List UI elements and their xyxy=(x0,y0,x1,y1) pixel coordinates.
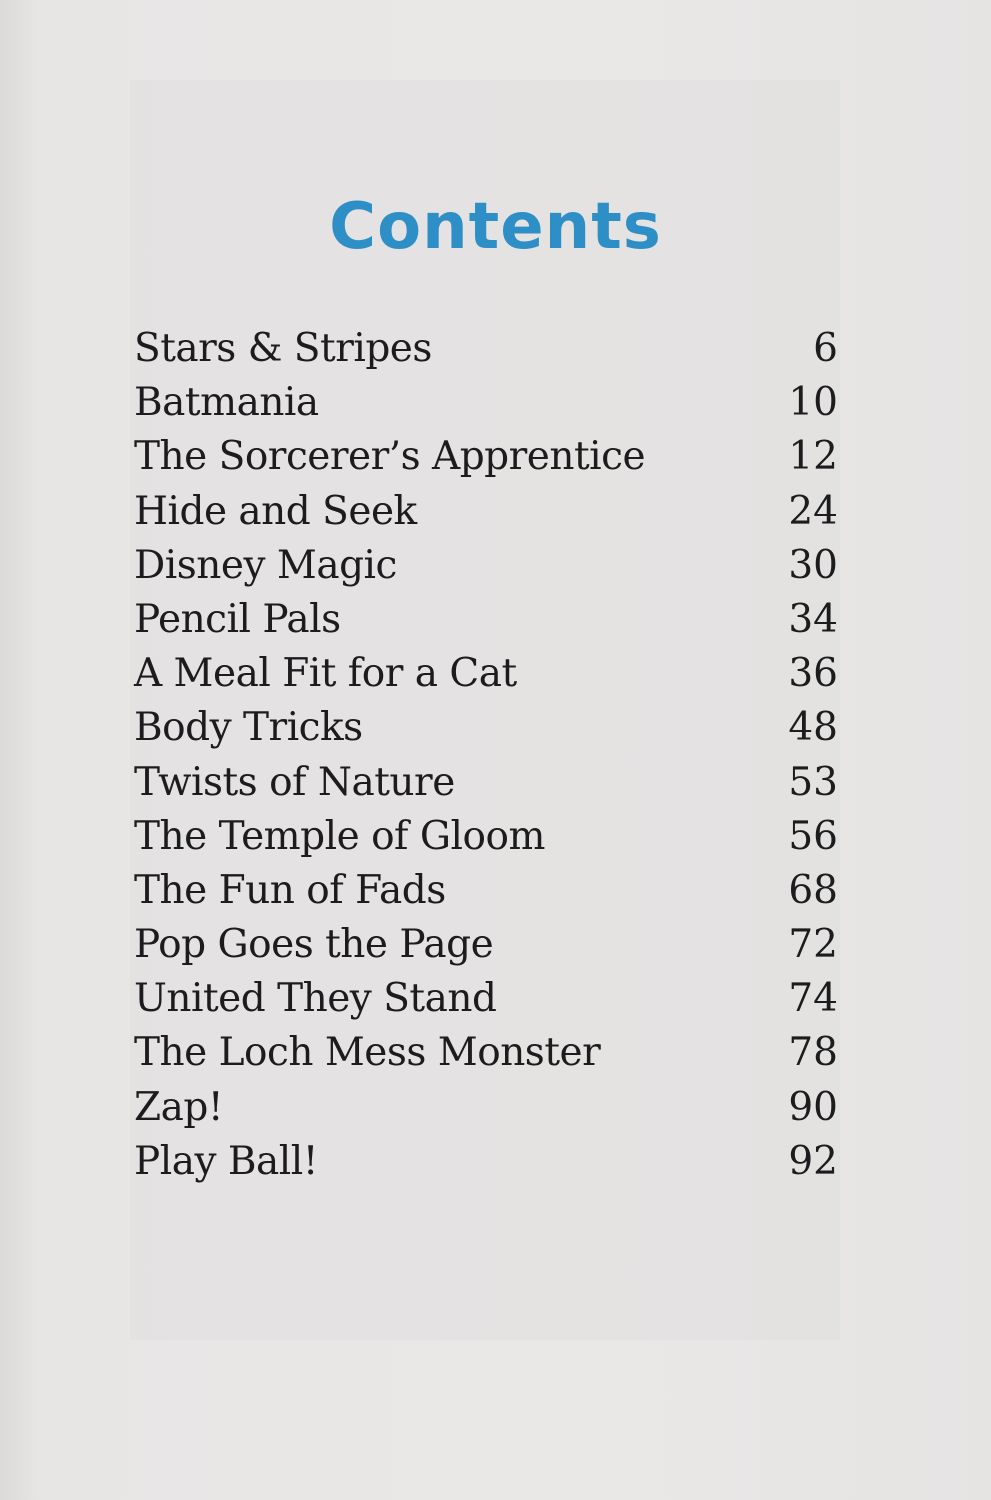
toc-entry-title: The Temple of Gloom xyxy=(134,813,545,859)
toc-entry[interactable] xyxy=(134,593,838,647)
toc-entry[interactable] xyxy=(134,756,838,810)
toc-entry-title: Body Tricks xyxy=(134,705,363,751)
toc-entry-page: 34 xyxy=(788,596,838,642)
toc-entry[interactable] xyxy=(134,1135,838,1189)
toc-entry[interactable] xyxy=(134,972,838,1026)
toc-entry[interactable] xyxy=(134,701,838,755)
toc-entry-page: 90 xyxy=(788,1084,838,1130)
toc-entry-page: 36 xyxy=(788,651,838,697)
toc-entry[interactable] xyxy=(134,322,838,376)
toc-entry-page: 24 xyxy=(788,488,838,534)
toc-entry[interactable] xyxy=(134,810,838,864)
toc-entry-page: 68 xyxy=(788,867,838,913)
toc-entry[interactable] xyxy=(134,485,838,539)
toc-entry[interactable] xyxy=(134,864,838,918)
toc-entry-title: The Loch Mess Monster xyxy=(134,1030,601,1076)
toc-entry-page: 78 xyxy=(788,1030,838,1076)
toc-entry-title: Pencil Pals xyxy=(134,596,341,642)
toc-entry-page: 56 xyxy=(788,813,838,859)
toc-entry[interactable] xyxy=(134,376,838,430)
toc-entry-title: The Fun of Fads xyxy=(134,867,446,913)
toc-entry[interactable] xyxy=(134,430,838,484)
toc-entry-page: 92 xyxy=(788,1138,838,1184)
toc-entry-page: 53 xyxy=(788,759,838,805)
toc-entry-page: 6 xyxy=(813,326,838,371)
toc-entry-page: 48 xyxy=(788,705,838,751)
contents-heading: Contents xyxy=(329,190,662,264)
toc-entry[interactable] xyxy=(134,1081,838,1135)
toc-entry[interactable] xyxy=(134,1026,838,1080)
toc-entry-title: Zap! xyxy=(134,1084,223,1130)
toc-entry-title: A Meal Fit for a Cat xyxy=(134,651,517,697)
toc-entry-title: United They Stand xyxy=(134,976,497,1022)
toc-entry-title: The Sorcerer’s Apprentice xyxy=(134,434,646,480)
toc-entry[interactable] xyxy=(134,539,838,593)
toc-entry-page: 74 xyxy=(788,976,838,1022)
toc-entry[interactable] xyxy=(134,647,838,701)
toc-entry-title: Play Ball! xyxy=(134,1138,318,1184)
toc-entry-page: 72 xyxy=(788,922,838,968)
table-of-contents xyxy=(134,322,838,1189)
toc-entry-title: Pop Goes the Page xyxy=(134,922,494,968)
toc-entry-page: 10 xyxy=(788,380,838,426)
toc-entry-title: Hide and Seek xyxy=(134,488,417,534)
toc-entry-page: 30 xyxy=(788,542,838,588)
toc-entry-title: Batmania xyxy=(134,380,319,426)
toc-entry[interactable] xyxy=(134,918,838,972)
toc-entry-title: Disney Magic xyxy=(134,542,397,588)
toc-entry-title: Stars & Stripes xyxy=(134,326,432,371)
toc-entry-page: 12 xyxy=(788,434,838,480)
toc-entry-title: Twists of Nature xyxy=(134,759,455,805)
